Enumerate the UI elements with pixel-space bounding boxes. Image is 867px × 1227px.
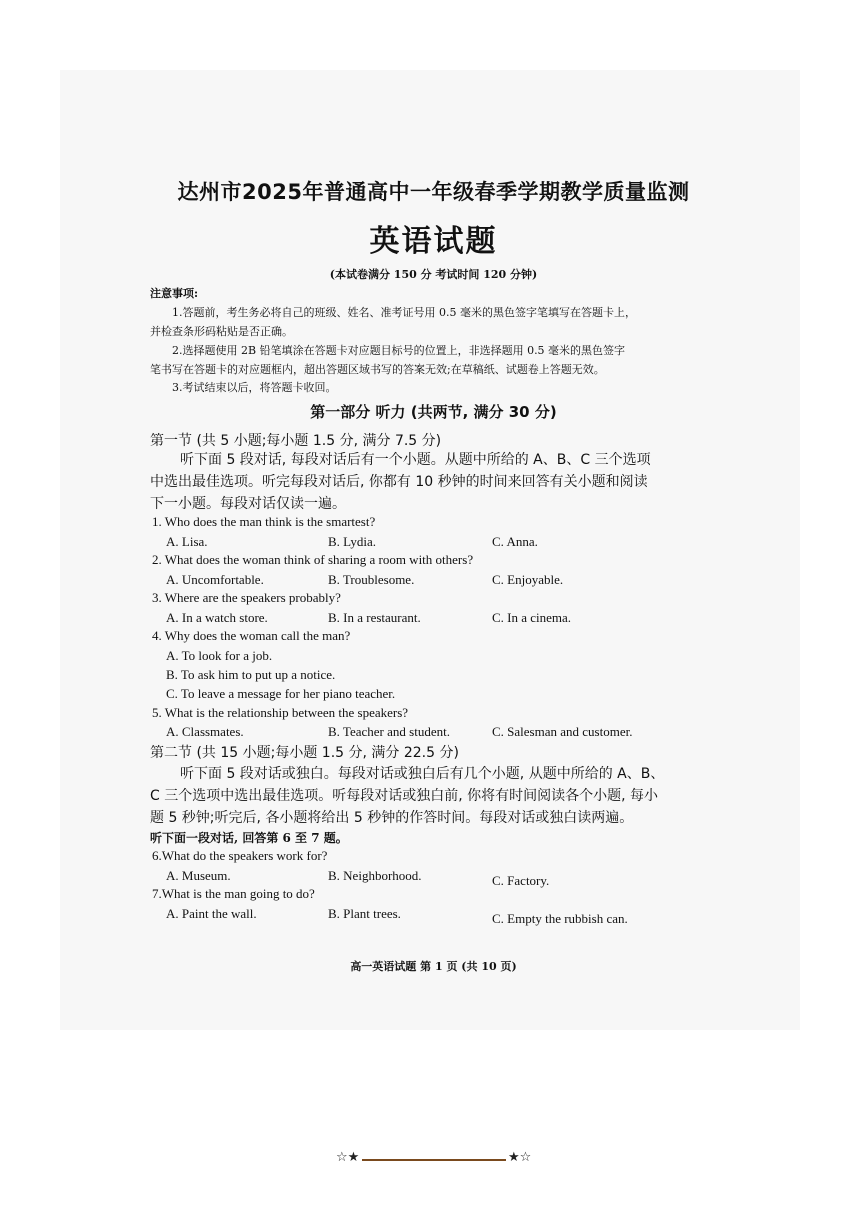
option-c: C. Empty the rubbish can.: [492, 911, 628, 926]
notice-line: 2.选择题使用 2B 铅笔填涂在答题卡对应题目标号的位置上，非选择题用 0.5 毫米的黑色签字: [172, 344, 626, 357]
dialogue-hint: 听下面一段对话, 回答第 6 至 7 题。: [150, 831, 348, 845]
notice-line: 并检查条形码粘贴是否正确。: [150, 325, 293, 338]
section-one-instruction: 中选出最佳选项。听完每段对话后, 你都有 10 秒钟的时间来回答有关小题和阅读: [150, 474, 648, 490]
exam-title: 达州市2025年普通高中一年级春季学期教学质量监测: [177, 180, 690, 204]
notice-line: 3.考试结束以后，将答题卡收回。: [172, 381, 337, 394]
section-one-instruction: 听下面 5 段对话, 每段对话后有一个小题。从题中所给的 A、B、C 三个选项: [180, 452, 651, 468]
decorative-divider: [336, 1150, 532, 1170]
section-two-instruction: 题 5 秒钟;听完后, 各小题将给出 5 秒钟的作答时间。每段对话或独白读两遍。: [150, 810, 634, 826]
option-b: B. Teacher and student.: [328, 724, 450, 739]
question-stem: 7.What is the man going to do?: [152, 886, 315, 901]
option-a: A. To look for a job.: [166, 648, 273, 663]
divider-line: [362, 1159, 506, 1161]
option-a: A. Paint the wall.: [166, 906, 257, 921]
section-two-instruction: 听下面 5 段对话或独白。每段对话或独白后有几个小题, 从题中所给的 A、B、: [180, 766, 665, 782]
question-stem: 6.What do the speakers work for?: [152, 848, 328, 863]
section-two-title: 第二节 (共 15 小题;每小题 1.5 分, 满分 22.5 分): [150, 745, 459, 761]
option-a: A. In a watch store.: [166, 610, 268, 625]
option-a: A. Classmates.: [166, 724, 244, 739]
option-c: C. To leave a message for her piano teacher.: [166, 686, 396, 701]
option-c: C. In a cinema.: [492, 610, 572, 625]
option-c: C. Enjoyable.: [492, 572, 564, 587]
notice-heading: 注意事项:: [150, 287, 199, 300]
option-c: C. Anna.: [492, 534, 538, 549]
option-a: A. Lisa.: [166, 534, 208, 549]
option-b: B. To ask him to put up a notice.: [166, 667, 336, 682]
part-one-title: 第一部分 听力 (共两节, 满分 30 分): [310, 403, 557, 421]
page-footer: 高一英语试题 第 1 页 (共 10 页): [350, 960, 517, 973]
star-icon: ☆★: [336, 1150, 360, 1165]
section-one-instruction: 下一小题。每段对话仅读一遍。: [150, 496, 346, 512]
option-b: B. Plant trees.: [328, 906, 401, 921]
option-b: B. Neighborhood.: [328, 868, 422, 883]
notice-line: 1.答题前，考生务必将自己的班级、姓名、准考证号用 0.5 毫米的黑色签字笔填写在答题卡上，: [172, 306, 636, 319]
star-icon: ★☆: [508, 1150, 532, 1165]
section-one-title: 第一节 (共 5 小题;每小题 1.5 分, 满分 7.5 分): [150, 433, 442, 449]
section-two-instruction: C 三个选项中选出最佳选项。听每段对话或独白前, 你将有时间阅读各个小题, 每小: [150, 788, 659, 804]
option-b: B. Lydia.: [328, 534, 377, 549]
option-a: A. Uncomfortable.: [166, 572, 264, 587]
subject-title: 英语试题: [369, 224, 498, 259]
notice-line: 笔书写在答题卡的对应题框内，超出答题区域书写的答案无效;在草稿纸、试题卷上答题无效。: [150, 363, 605, 376]
question-stem: 2. What does the woman think of sharing a room with others?: [152, 552, 474, 567]
option-a: A. Museum.: [166, 868, 231, 883]
question-stem: 3. Where are the speakers probably?: [152, 590, 341, 605]
option-b: B. In a restaurant.: [328, 610, 421, 625]
question-stem: 5. What is the relationship between the speakers?: [152, 705, 409, 720]
option-b: B. Troublesome.: [328, 572, 415, 587]
option-c: C. Salesman and customer.: [492, 724, 633, 739]
question-stem: 4. Why does the woman call the man?: [152, 628, 351, 643]
question-stem: 1. Who does the man think is the smartest?: [152, 514, 376, 529]
option-c: C. Factory.: [492, 873, 550, 888]
exam-info: (本试卷满分 150 分 考试时间 120 分钟): [329, 268, 538, 281]
